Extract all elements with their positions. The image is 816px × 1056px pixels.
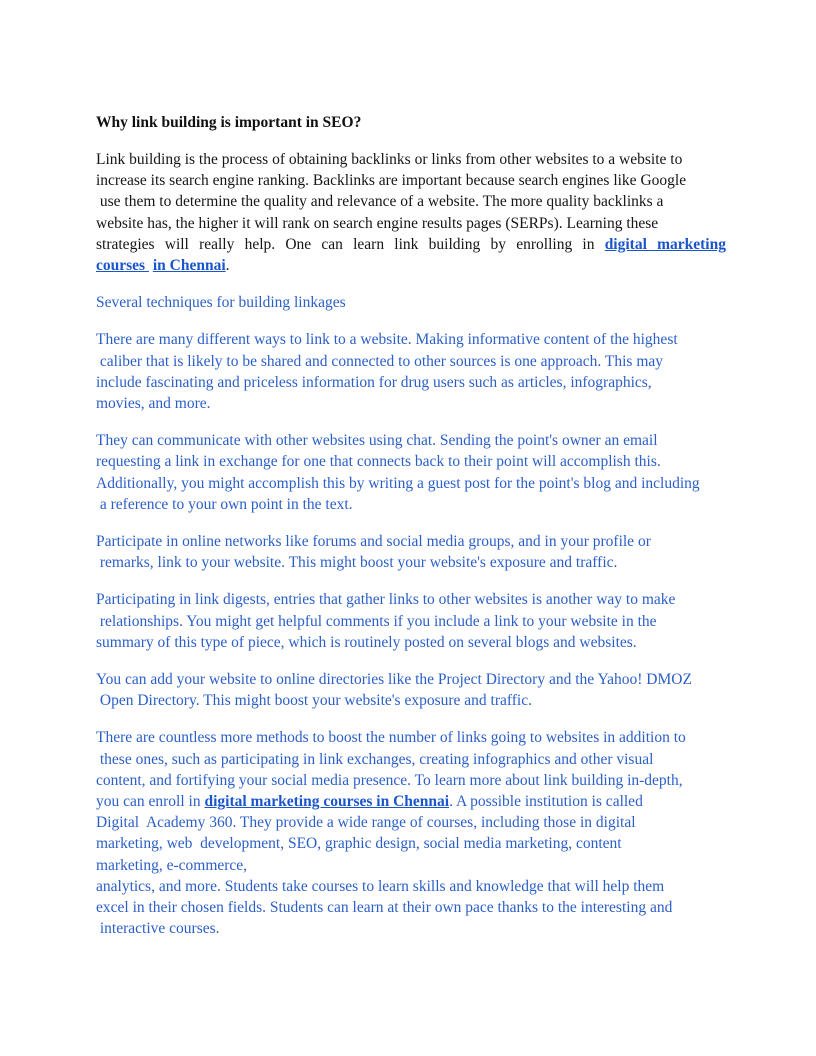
text-line (96, 918, 726, 939)
text-line (96, 749, 726, 770)
text-segment: interactive courses. (96, 920, 220, 938)
document-page (96, 112, 726, 956)
text-segment: include fascinating and priceless information for drug users such as articles, infographics, (96, 373, 652, 391)
text-segment: Participating in link digests, entries that gather links to other websites is another way to make (96, 591, 676, 609)
paragraph (96, 430, 726, 515)
text-line (96, 473, 726, 494)
text-line (96, 292, 726, 313)
text-segment: a reference to your own point in the text. (96, 495, 353, 513)
text-line (96, 149, 726, 170)
text-segment: marketing, web development, SEO, graphic design, social media marketing, content (96, 835, 622, 853)
text-segment: Link building is the process of obtaining backlinks or links from other websites to a website to (96, 151, 683, 168)
section-subheading (96, 292, 726, 313)
text-line (96, 897, 726, 918)
text-segment: relationships. You might get helpful comments if you include a link to your website in the (96, 612, 657, 630)
text-segment: strategies will really help. One can learn link building by enrolling in (96, 235, 605, 253)
text-line (96, 494, 726, 515)
text-segment: You can add your website to online directories like the Project Directory and the Yahoo! DMOZ (96, 671, 692, 689)
text-line (96, 372, 726, 393)
text-line (96, 833, 726, 854)
text-line (96, 329, 726, 350)
text-line (96, 430, 726, 451)
course-link[interactable]: digital marketing courses in Chennai (204, 793, 450, 811)
course-link[interactable]: in Chennai (152, 257, 226, 275)
text-line (96, 255, 726, 276)
text-segment: Participate in online networks like forums and social media groups, and in your profile or (96, 533, 651, 551)
paragraph (96, 149, 726, 276)
text-line (96, 552, 726, 573)
text-segment: increase its search engine ranking. Backlinks are important because search engines like Google (96, 172, 687, 190)
course-link[interactable]: digital marketing (604, 235, 726, 253)
text-segment: Digital Academy 360. They provide a wide range of courses, including those in digital (96, 814, 636, 832)
text-segment: you can enroll in (96, 793, 205, 811)
paragraph (96, 669, 726, 711)
text-segment: There are many different ways to link to a website. Making informative content of the highest (96, 331, 678, 349)
text-segment: summary of this type of piece, which is routinely posted on several blogs and websites. (96, 633, 637, 651)
text-line (96, 855, 726, 876)
text-segment: Open Directory. This might boost your website's exposure and traffic. (96, 692, 532, 710)
text-line (96, 791, 726, 812)
text-line (96, 812, 726, 833)
text-line (96, 170, 726, 191)
text-segment: caliber that is likely to be shared and connected to other sources is one approach. This may (96, 352, 664, 370)
text-segment: . (225, 257, 230, 275)
text-segment: these ones, such as participating in link exchanges, creating infographics and other visual (96, 750, 654, 768)
text-line (96, 632, 726, 653)
text-segment: content, and fortifying your social media presence. To learn more about link building in-depth, (96, 771, 683, 789)
text-segment: use them to determine the quality and relevance of a website. The more quality backlinks a (96, 193, 664, 211)
text-line (96, 393, 726, 414)
text-line (96, 213, 726, 234)
paragraph (96, 329, 726, 414)
text-line (96, 690, 726, 711)
text-line (96, 351, 726, 372)
text-segment: Additionally, you might accomplish this by writing a guest post for the point's blog and including (96, 474, 700, 492)
text-segment: marketing, e-commerce, (96, 856, 248, 874)
text-segment: website has, the higher it will rank on search engine results pages (SERPs). Learning these (96, 214, 659, 232)
text-line (96, 191, 726, 212)
paragraph (96, 589, 726, 653)
text-segment: There are countless more methods to boost the number of links going to websites in addition to (96, 729, 686, 747)
text-line (96, 234, 726, 255)
text-segment: movies, and more. (96, 395, 211, 413)
text-segment: requesting a link in exchange for one that connects back to their point will accomplish this. (96, 453, 661, 471)
text-line (96, 876, 726, 897)
text-segment: They can communicate with other websites using chat. Sending the point's owner an email (96, 432, 658, 450)
text-line (96, 611, 726, 632)
text-line (96, 451, 726, 472)
text-line (96, 669, 726, 690)
text-segment: analytics, and more. Students take courses to learn skills and knowledge that will help them (96, 877, 665, 895)
document-body (96, 149, 726, 940)
paragraph (96, 531, 726, 573)
document-heading: Why link building is important in SEO? (96, 114, 362, 131)
text-line (96, 531, 726, 552)
text-segment: Several techniques for building linkages (96, 294, 346, 312)
text-segment: remarks, link to your website. This might boost your website's exposure and traffic. (96, 554, 618, 572)
text-line (96, 770, 726, 791)
text-line (96, 589, 726, 610)
text-segment: . A possible institution is called (449, 793, 643, 811)
course-link[interactable]: courses (96, 257, 149, 275)
text-segment: excel in their chosen fields. Students can learn at their own pace thanks to the interesting and (96, 899, 673, 917)
text-line (96, 727, 726, 748)
paragraph (96, 727, 726, 939)
